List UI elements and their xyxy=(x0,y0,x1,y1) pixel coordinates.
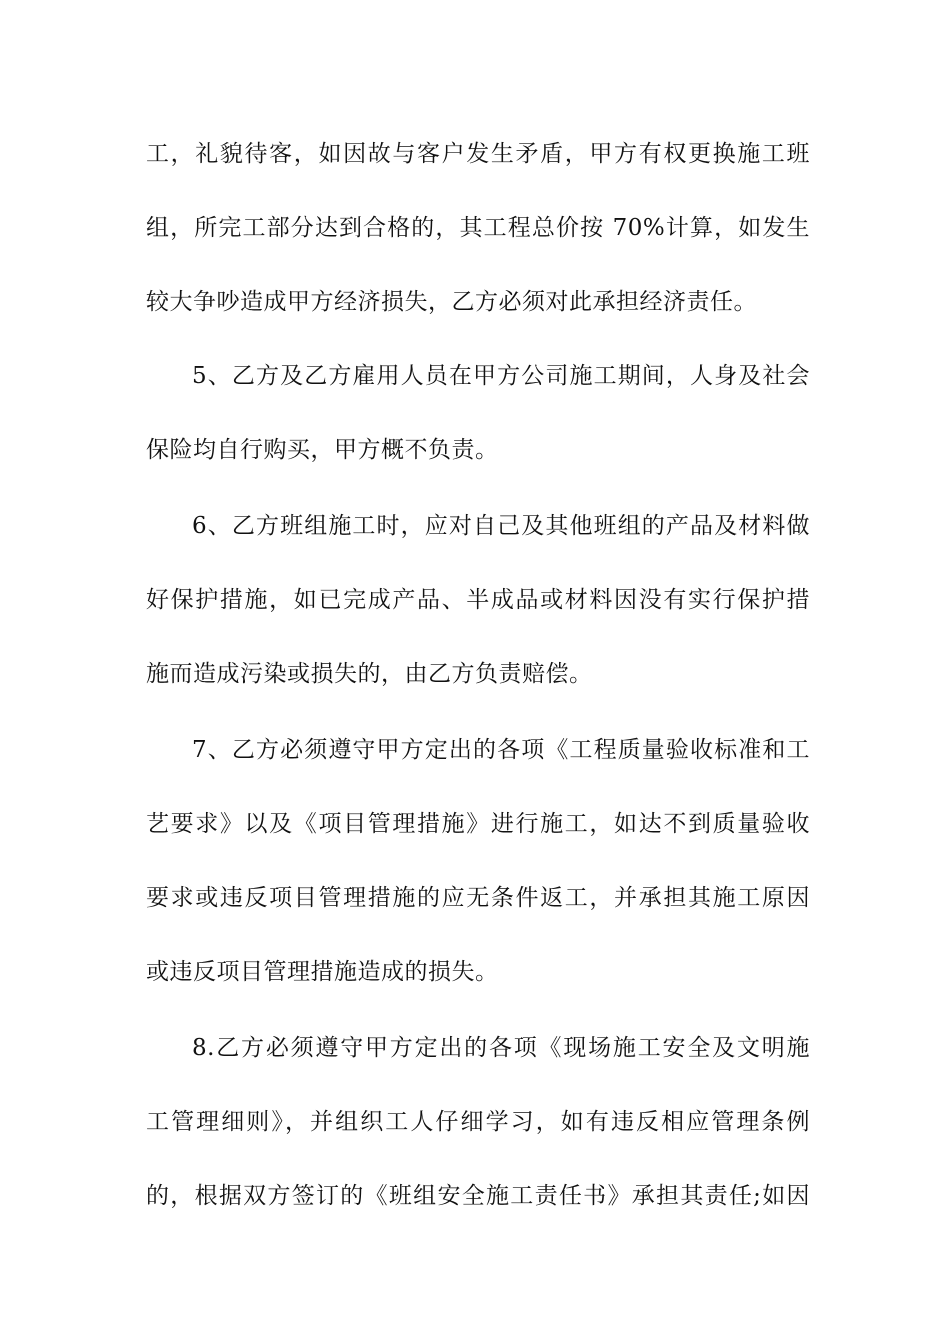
clause-8-line-2: 工管理细则》，并组织工人仔细学习，如有违反相应管理条例 xyxy=(146,1109,810,1135)
clause-7-line-1: 7、乙方必须遵守甲方定出的各项《工程质量验收标准和工 xyxy=(192,737,810,763)
clause-7-line-3: 要求或违反项目管理措施的应无条件返工，并承担其施工原因 xyxy=(146,885,810,911)
clause-7-line-4: 或违反项目管理措施造成的损失。 xyxy=(146,959,499,985)
clause-6-line-2: 好保护措施，如已完成产品、半成品或材料因没有实行保护措 xyxy=(146,587,810,613)
clause-6-line-1: 6、乙方班组施工时，应对自己及其他班组的产品及材料做 xyxy=(192,513,810,539)
clause-5-line-2: 保险均自行购买，甲方概不负责。 xyxy=(146,437,499,463)
clause-6-line-3: 施而造成污染或损失的，由乙方负责赔偿。 xyxy=(146,661,593,687)
clause-5-line-1: 5、乙方及乙方雇用人员在甲方公司施工期间，人身及社会 xyxy=(192,363,810,389)
clause-8-line-1: 8.乙方必须遵守甲方定出的各项《现场施工安全及文明施 xyxy=(192,1035,810,1061)
text-line-2: 组，所完工部分达到合格的，其工程总价按 70%计算，如发生 xyxy=(146,215,810,241)
clause-7-line-2: 艺要求》以及《项目管理措施》进行施工，如达不到质量验收 xyxy=(146,811,810,837)
clause-8-line-3: 的，根据双方签订的《班组安全施工责任书》承担其责任;如因 xyxy=(146,1183,810,1209)
text-line-3: 较大争吵造成甲方经济损失，乙方必须对此承担经济责任。 xyxy=(146,289,757,315)
text-line-1: 工，礼貌待客，如因故与客户发生矛盾，甲方有权更换施工班 xyxy=(146,141,810,167)
